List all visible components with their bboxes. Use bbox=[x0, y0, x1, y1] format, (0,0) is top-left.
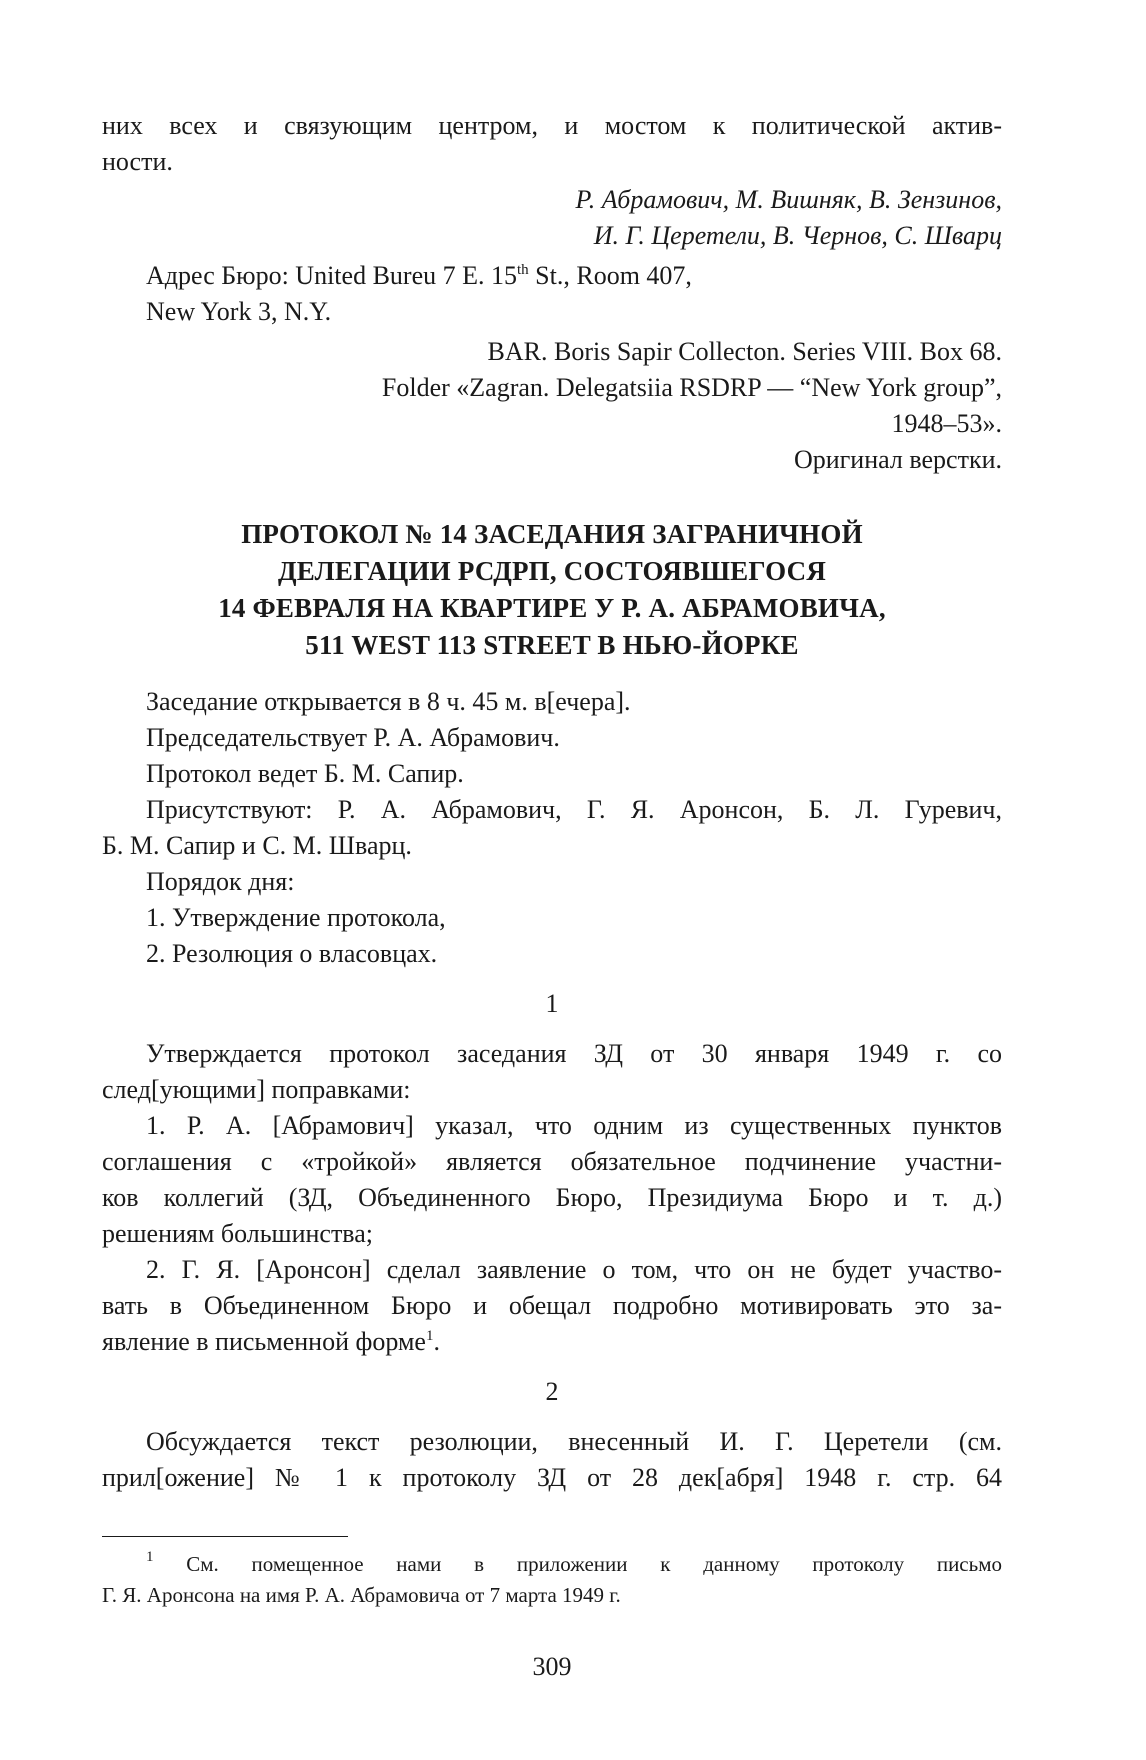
footnote-ref-1[interactable]: 1 bbox=[425, 1328, 434, 1344]
page-body bbox=[102, 108, 1002, 1685]
section-1-number: 1 bbox=[545, 989, 559, 1018]
heading-line-1: ПРОТОКОЛ № 14 ЗАСЕДАНИЯ ЗАГРАНИЧНОЙ bbox=[241, 519, 863, 549]
section-1-line-7: 2. Г. Я. [Аронсон] сделал заявление о том, что он не будет участво- bbox=[146, 1255, 1002, 1284]
footnote-line-2: Г. Я. Аронсона на имя Р. А. Абрамовича от 7 марта 1949 г. bbox=[102, 1583, 621, 1607]
document-heading bbox=[102, 516, 1002, 664]
section-1-line-4: соглашения с «тройкой» является обязательное подчинение участни- bbox=[102, 1147, 1002, 1176]
section-1-line-9-text: явление в письменной форме bbox=[102, 1327, 426, 1356]
signatures-line-2: И. Г. Церетели, В. Чернов, С. Шварц bbox=[593, 221, 1002, 250]
heading-line-3: 14 ФЕВРАЛЯ НА КВАРТИРЕ У Р. А. АБРАМОВИЧА, bbox=[218, 593, 886, 623]
heading-line-2: ДЕЛЕГАЦИИ РСДРП, СОСТОЯВШЕГОСЯ bbox=[277, 556, 827, 586]
section-2-line-1: Обсуждается текст резолюции, внесенный И. Г. Церетели (см. bbox=[146, 1427, 1002, 1456]
continuation-line-1: них всех и связующим центром, и мостом к политической актив- bbox=[102, 111, 1002, 140]
section-1-line-6: решениям большинства; bbox=[102, 1219, 374, 1248]
section-2-text bbox=[102, 1424, 1002, 1496]
footnote-divider bbox=[102, 1536, 348, 1537]
source-line-3: 1948–53». bbox=[891, 409, 1002, 438]
agenda-label: Порядок дня: bbox=[146, 867, 295, 896]
section-1-line-3: 1. Р. А. [Абрамович] указал, что одним из существенных пунктов bbox=[146, 1111, 1002, 1140]
source-line-1: BAR. Boris Sapir Collecton. Series VIII. Box 68. bbox=[487, 337, 1002, 366]
address-line-1 bbox=[102, 258, 1002, 294]
continuation-line-2: ности. bbox=[102, 147, 173, 176]
section-1-line-2: след[ующими] поправками: bbox=[102, 1075, 411, 1104]
source-line-2: Folder «Zagran. Delegatsiia RSDRP — “New York group”, bbox=[381, 373, 1002, 402]
intro-opens: Заседание открывается в 8 ч. 45 м. в[ечера]. bbox=[146, 687, 631, 716]
intro-chair: Председательствует Р. А. Абрамович. bbox=[146, 723, 560, 752]
footnote bbox=[102, 1549, 1002, 1611]
footnote-line-1 bbox=[102, 1549, 1002, 1580]
signatures-line-1: Р. Абрамович, М. Вишняк, В. Зензинов, bbox=[575, 185, 1002, 214]
footnote-line-1-text: См. помещенное нами в приложении к данному протоколу письмо bbox=[153, 1552, 1002, 1576]
section-1-line-5: ков коллегий (ЗД, Объединенного Бюро, Президиума Бюро и т. д.) bbox=[102, 1183, 1002, 1212]
heading-line-4: 511 WEST 113 STREET В НЬЮ-ЙОРКЕ bbox=[305, 630, 799, 660]
agenda-item-2: 2. Резолюция о власовцах. bbox=[146, 939, 438, 968]
page-number: 309 bbox=[532, 1652, 572, 1681]
agenda-item-1: 1. Утверждение протокола, bbox=[146, 903, 446, 932]
address-line-2: New York 3, N.Y. bbox=[146, 297, 332, 326]
footnote-mark: 1 bbox=[146, 1549, 154, 1565]
intro-present-line-2: Б. М. Сапир и С. М. Шварц. bbox=[102, 831, 412, 860]
intro-block bbox=[102, 684, 1002, 972]
address-prefix: Адрес Бюро: United Bureu 7 E. 15 bbox=[146, 261, 517, 290]
section-1-text bbox=[102, 1036, 1002, 1360]
section-1-line-9 bbox=[102, 1324, 1002, 1360]
section-1-line-9-end: . bbox=[433, 1327, 440, 1356]
address-suffix: St., Room 407, bbox=[528, 261, 692, 290]
address-sup: th bbox=[517, 262, 529, 278]
intro-secretary: Протокол ведет Б. М. Сапир. bbox=[146, 759, 464, 788]
source-line-4: Оригинал верстки. bbox=[793, 445, 1002, 474]
intro-present-line-1: Присутствуют: Р. А. Абрамович, Г. Я. Аронсон, Б. Л. Гуревич, bbox=[146, 795, 1002, 824]
section-2-line-2: прил[ожение] № 1 к протоколу ЗД от 28 дек[абря] 1948 г. стр. 64 bbox=[102, 1463, 1002, 1492]
section-2-number: 2 bbox=[545, 1377, 559, 1406]
section-1-line-1: Утверждается протокол заседания ЗД от 30 января 1949 г. со bbox=[146, 1039, 1002, 1068]
section-1-line-8: вать в Объединенном Бюро и обещал подробно мотивировать это за- bbox=[102, 1291, 1002, 1320]
